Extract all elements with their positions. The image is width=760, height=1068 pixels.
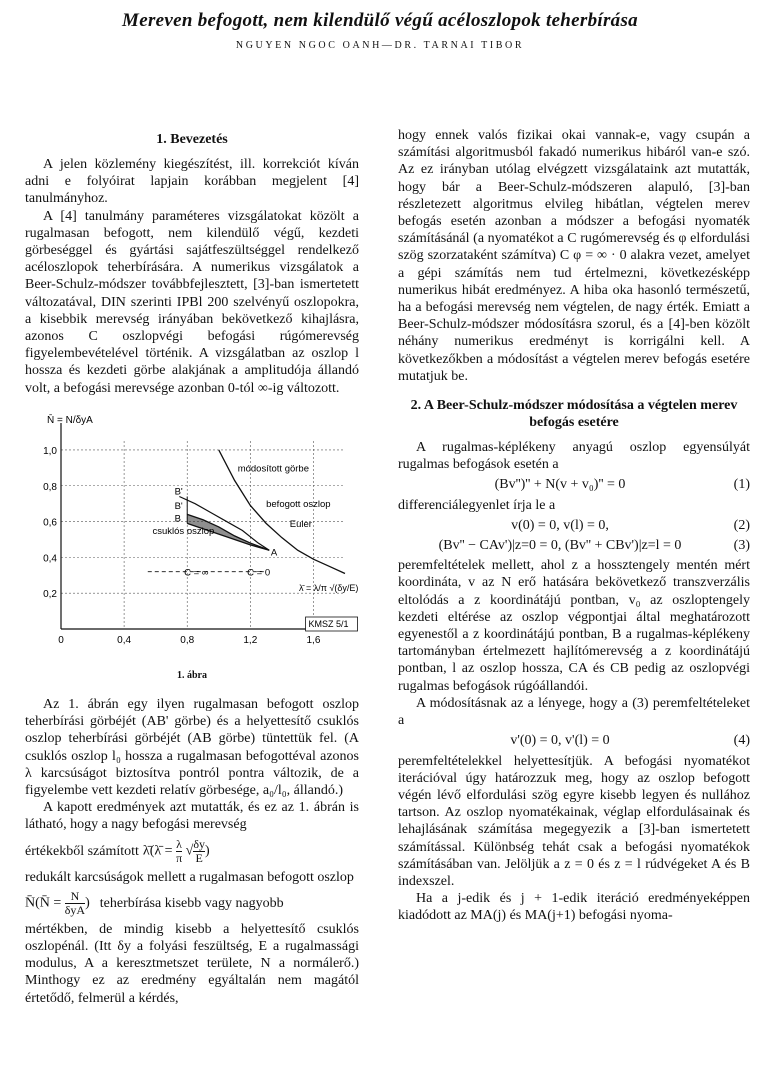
y-tick-label: 0,4 — [43, 553, 57, 565]
x-tick-label: 1,6 — [306, 634, 321, 646]
y-axis-label: N̄ = N/δyA — [47, 414, 93, 426]
badge-label: KMSZ 5/1 — [308, 618, 349, 629]
paragraph: A jelen közlemény kiegészítést, ill. korrekciót kíván adni e folyóirat lapjain korábban megjelent [4] tanulmányhoz. — [25, 157, 359, 207]
x-tick-label: 0 — [58, 634, 64, 646]
paragraph: A kapott eredmények azt mutatták, és ez az 1. ábrán is látható, hogy a nagy befogási merevség — [25, 800, 359, 833]
n-formula: N̄(N̄ = $\frac{N}{\text{δyA}}$ ) — [25, 888, 90, 917]
y-tick-label: 1,0 — [43, 445, 57, 457]
label-euler: Euler — [289, 518, 312, 530]
right-column — [398, 127, 750, 925]
section-1-heading: 1. Bevezetés — [156, 132, 228, 147]
paragraph: A módosításnak az a lényege, hogy a (3) peremfeltételeket a — [398, 695, 750, 729]
equation-1: (Bv'')'' + N(v + v₀)'' = 0 (1) — [494, 477, 750, 493]
x-tick-label: 0,8 — [180, 634, 195, 646]
paragraph: Az 1. ábrán egy ilyen rugalmasan befogott oszlop teherbírási görbéjét (AB' görbe) és a helyettesítő csuklós oszlop teherbírási görbéjét (AB görbe) tüntettük fel. (A csuklós oszlop l₀ hossza a rugalmasan befogottéval azonos λ karcsúságot biztosítva pontról pontra változik, de a figyelembe vett kezdeti relatív görbesége, a₀/l₀, állandó.) — [25, 697, 359, 799]
lambda-formula-line — [25, 838, 359, 865]
formula-post-text: teherbírása kisebb vagy nagyobb — [99, 895, 284, 911]
equation-2: v(0) = 0, v(l) = 0, (2) — [511, 517, 750, 533]
paragraph: peremfeltételek mellett, ahol z a hossztengely mentén mért koordináta, v az N erő hatására bekövetkező transzverzális eltolódás a z koordinátájú pontban, v₀ az oszloptengely kezdeti eltérése az oszlop végpontjai által meghatározott egyenestől a z koordinátájú pontban, B a rugalmas-képlékeny tartományban értelmezett hajlítómerevség a z koordinátájú pontban, l az oszlop hossza, CA és CB pedig az oszlopvégi rugalmas befogások rúgóállandói. — [398, 558, 750, 694]
label-hinged-column: csuklós oszlop — [152, 525, 215, 537]
label-b-prime-2: B' — [174, 500, 183, 512]
paragraph: Ha a j-edik és j + 1-edik iteráció eredményeképpen kiadódott az MA(j) és MA(j+1) befogási nyoma- — [398, 891, 750, 924]
chart-svg — [25, 411, 359, 663]
figure-1 — [25, 411, 359, 663]
equation-3: (Bv'' − CAv')|z=0 = 0, (Bv'' + CBv')|z=l = 0 (3) — [438, 538, 750, 554]
paragraph: A rugalmas-képlékeny anyagú oszlop egyensúlyát rugalmas befogások esetén a — [398, 440, 750, 473]
label-c-zero: C = 0 — [247, 567, 271, 579]
y-tick-label: 0,2 — [43, 589, 57, 601]
paragraph: hogy ennek valós fizikai okai vannak-e, vagy csupán a számítási algoritmusból fakadó numerikus hibáról van-e szó. Az ez irányban utólag elvégzett vizsgálataink azt mutatták, hogy bár a Beer-Schulz-módszeren alapuló, [3]-ban részletezett algoritmus elvileg hibátlan, végtelen merev befogás esetén azonban a módszer a befogási nyomaték számításánál (a nyomatékot a C rugómerevség és φ elfordulási szög szorzataként számítva) C φ = ∞ · 0 alakra vezet, amelyet a gépi számítás nem tud értelmezni, következésképp numerikus hibát eredményez. A hiba oka hasonló természetű, ha a befogási merevség nem végtelen, de nagy érték. Emiatt a Beer-Schulz-módszer módosításra szorul, és a [4]-ben közölt néhány numerikus eredményt is korrigálni kell. A következőkben a módosítást a végtelen merev befogás esetére mutatjuk be. — [398, 128, 750, 384]
label-b: B — [174, 513, 181, 525]
lambda-formula: λ̄(λ̄ = $\frac{\lambda}{\pi}$ √ $\frac{\delta y}{E}$ ) — [142, 836, 210, 865]
y-tick-label: 0,8 — [43, 481, 57, 493]
section-2-heading: 2. A Beer-Schulz-módszer módosítása a végtelen merev befogás esetére — [410, 398, 738, 431]
formula-pre-text: értékekből számított — [25, 843, 139, 859]
figure-caption: 1. ábra — [177, 669, 207, 681]
label-c-infinity: C = ∞ — [184, 567, 209, 579]
x-tick-label: 0,4 — [117, 634, 132, 646]
n-formula-line — [25, 890, 359, 917]
left-column — [25, 127, 359, 1007]
x-axis-label: λ̄ = λ/π √(δy/E) — [299, 582, 359, 593]
label-modified-curve: módosított görbe — [237, 463, 310, 475]
paragraph: differenciálegyenlet írja le a — [398, 497, 556, 513]
paragraph: peremfeltételekkel helyettesítjük. A befogási nyomatékot iterációval úgy határozzuk meg, hogy az oszlop befogott végén lévő elfordulási szög egyre kisebb legyen és nullához tartson. Az oszlop nyomatékainak, véglap elfordulásainak és lehajlásának számítása megegyezik a [3]-ban ismertetett számítással. Különbség tehát csak a befogási nyomatékok számításában van. Jelöljük a z = 0 és z = l rúdvégeket A és B indexszel. — [398, 753, 750, 889]
equation-4: v'(0) = 0, v'(l) = 0 (4) — [510, 733, 750, 749]
article-authors: NGUYEN NGOC OANH—DR. TARNAI TIBOR — [235, 40, 525, 51]
label-fixed-column: befogott oszlop — [266, 499, 331, 511]
y-tick-label: 0,6 — [43, 517, 57, 529]
paragraph: mértékben, de mindig kisebb a helyettesítő csuklós oszlopénál. (Itt δy a folyási feszültség, E a rugalmassági modulus, A a keresztmetszet területe, N a normálerő.) Minthogy ez az eredmény egyáltalán nem magától értetődő, felmerül a kérdés, — [25, 921, 359, 1006]
paragraph: A [4] tanulmány paraméteres vizsgálatokat közölt a rugalmasan befogott, nem kilendülő végű, kezdeti görbeséggel és gyártási sajátfeszültséggel rendelkező acéloszlopok teherbírására. A numerikus vizsgálatok a Beer-Schulz-módszer továbbfejlesztett, [3]-ban ismertetett változatával, DIN szerinti IPBl 200 szelvényű oszlopokra, a kisebbik merevség irányában bekövetkező kihajlásra, azonos C oszlopvégi befogási rúgómerevség figyelembevételével történik. A vizsgálatban az oszlop l hossza és kezdeti görbe alakjának a amplitudója állandó volt, a befogási merevsége azonban 0-tól ∞-ig változott. — [25, 208, 359, 396]
x-tick-label: 1,2 — [243, 634, 258, 646]
label-a: A — [270, 547, 278, 559]
paragraph: redukált karcsúságok mellett a rugalmasan befogott oszlop — [25, 869, 354, 885]
article-title: Mereven befogott, nem kilendülő végű acéloszlopok teherbírása — [122, 10, 638, 31]
label-b-prime-1: B' — [174, 486, 183, 498]
